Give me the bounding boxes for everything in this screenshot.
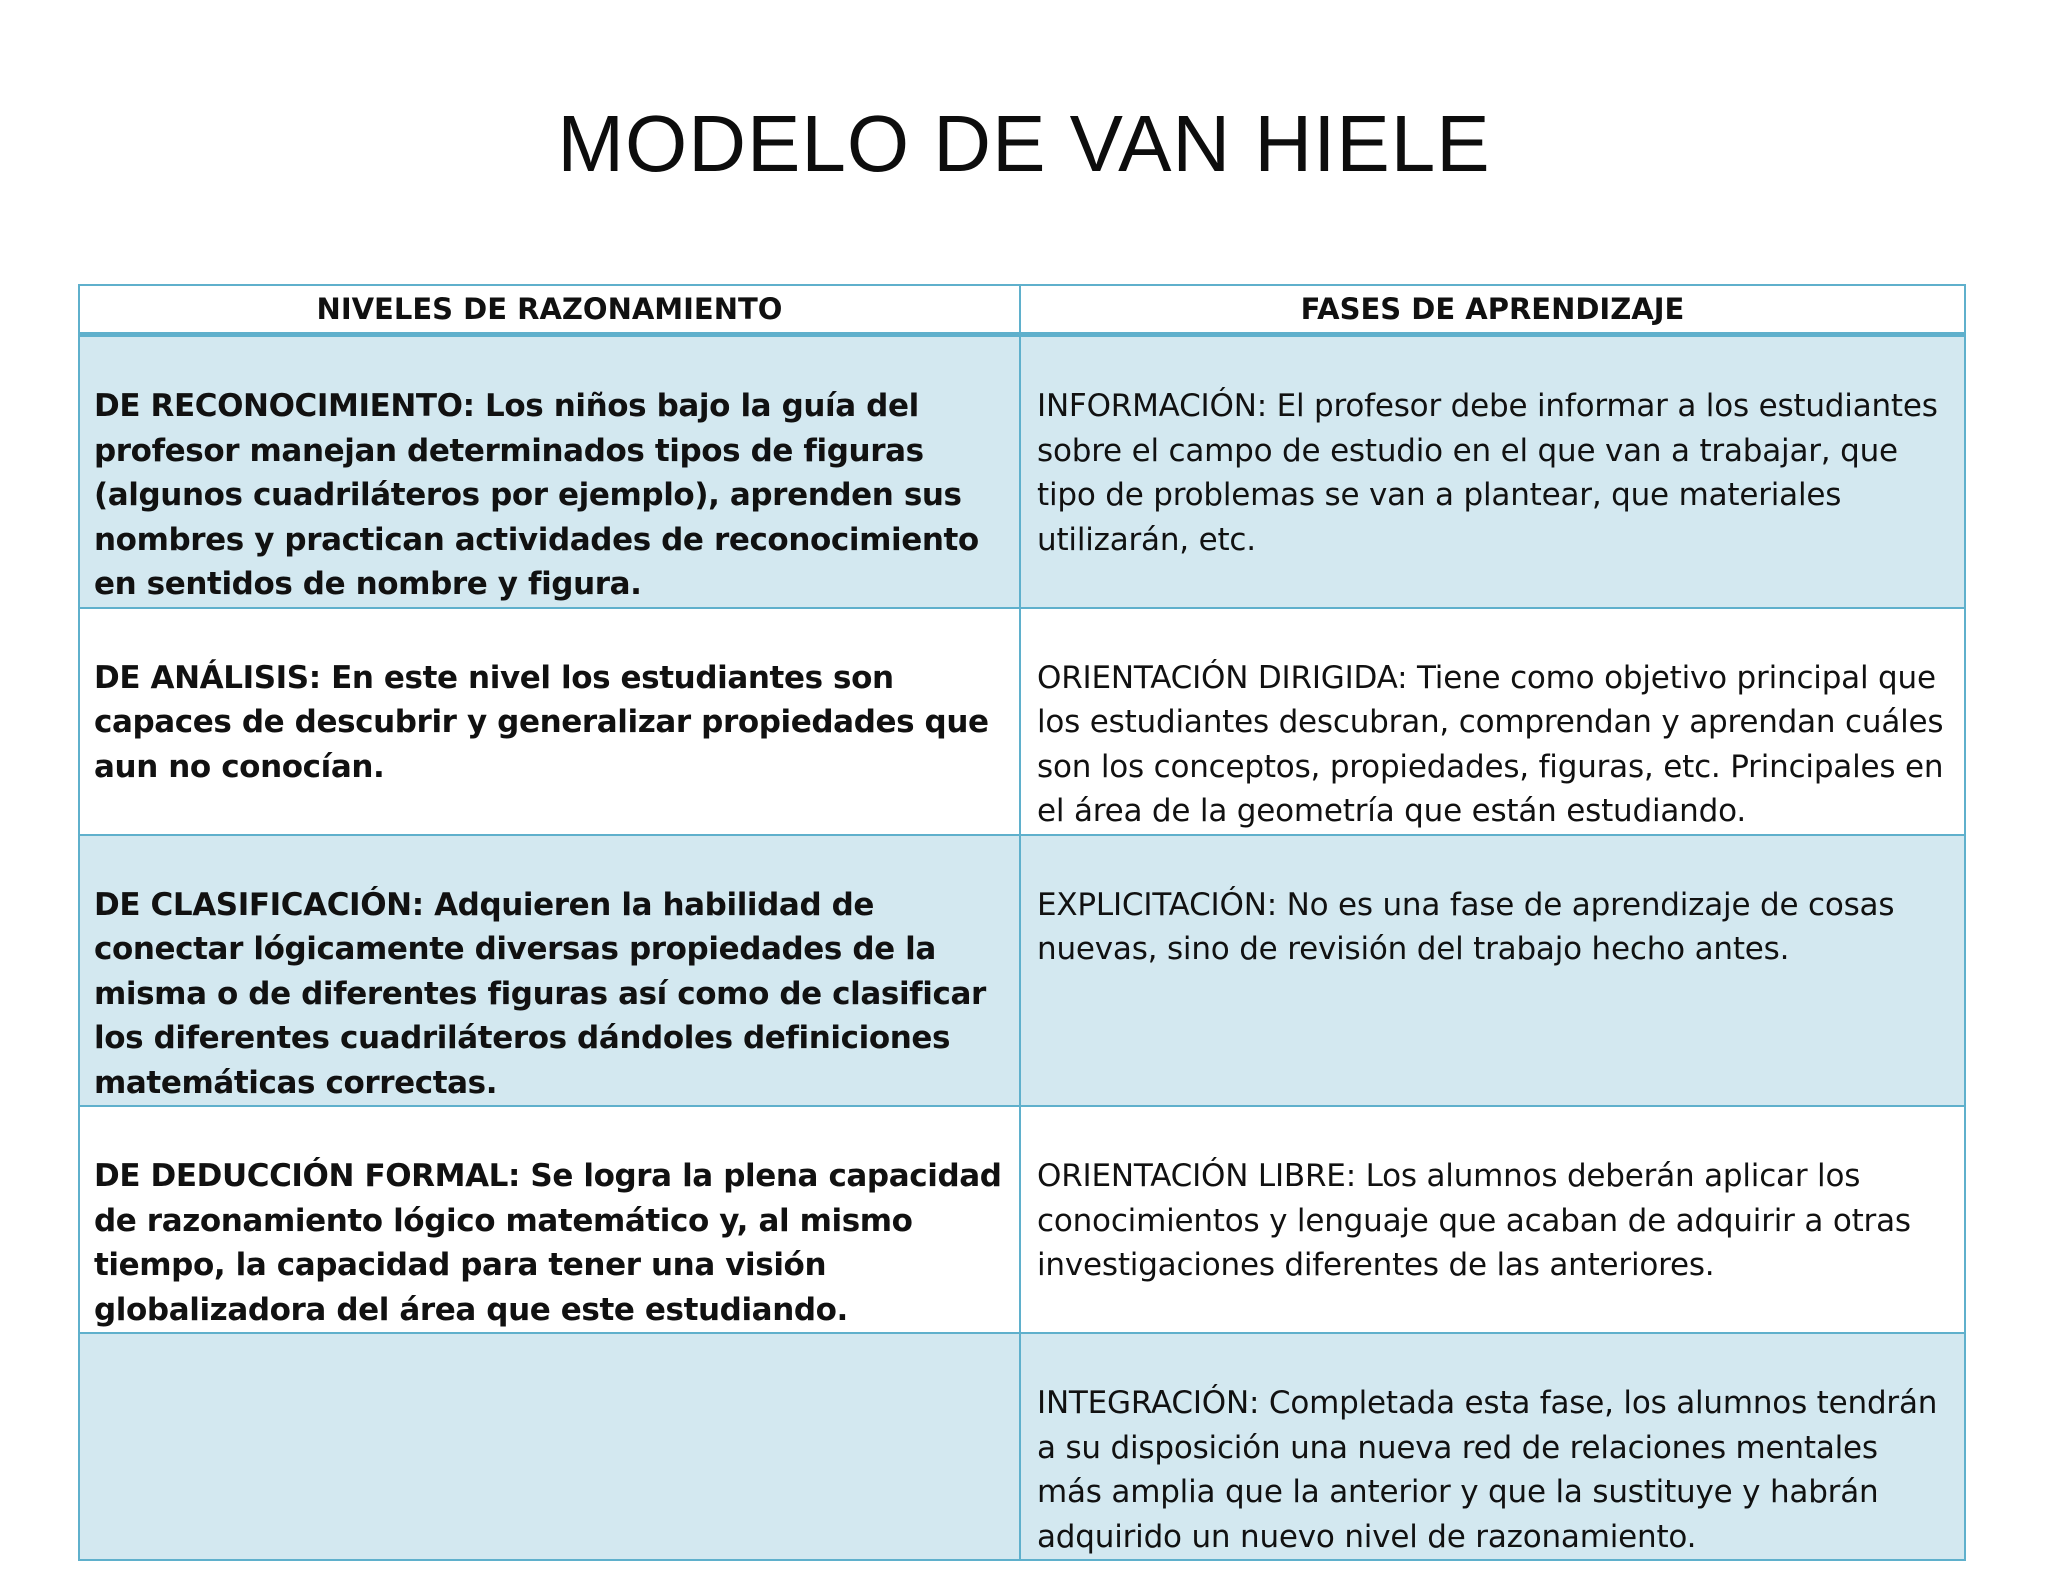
page-title: MODELO DE VAN HIELE	[557, 99, 1491, 188]
table-row	[79, 608, 1965, 835]
phase-cell: ORIENTACIÓN DIRIGIDA: Tiene como objetivo principal que los estudiantes descubran, comprendan y aprendan cuáles son los conceptos, propiedades, figuras, etc. Principales en el área de la geometría que están estudiando.	[1020, 608, 1965, 835]
table-row	[79, 335, 1965, 608]
level-cell: DE CLASIFICACIÓN: Adquieren la habilidad de conectar lógicamente diversas propiedades de la misma o de diferentes figuras así como de clasificar los diferentes cuadriláteros dándoles definiciones matemáticas correctas.	[79, 835, 1020, 1107]
phase-cell: EXPLICITACIÓN: No es una fase de aprendizaje de cosas nuevas, sino de revisión del trabajo hecho antes.	[1020, 835, 1965, 1107]
level-cell: DE DEDUCCIÓN FORMAL: Se logra la plena capacidad de razonamiento lógico matemático y, al mismo tiempo, la capacidad para tener una visión globalizadora del área que este estudiando.	[79, 1106, 1020, 1333]
level-cell: DE RECONOCIMIENTO: Los niños bajo la guía del profesor manejan determinados tipos de figuras (algunos cuadriláteros por ejemplo), aprenden sus nombres y practican actividades de reconocimiento en sentidos de nombre y figura.	[79, 335, 1020, 608]
level-cell: DE ANÁLISIS: En este nivel los estudiantes son capaces de descubrir y generalizar propiedades que aun no conocían.	[79, 608, 1020, 835]
van-hiele-table	[78, 284, 1966, 1561]
table-header-row	[79, 285, 1965, 335]
table-row	[79, 1106, 1965, 1333]
header-fases: FASES DE APRENDIZAJE	[1020, 285, 1965, 335]
level-cell-empty	[79, 1333, 1020, 1560]
table-row	[79, 835, 1965, 1107]
phase-cell: ORIENTACIÓN LIBRE: Los alumnos deberán aplicar los conocimientos y lenguaje que acaban de adquirir a otras investigaciones diferentes de las anteriores.	[1020, 1106, 1965, 1333]
table-row	[79, 1333, 1965, 1560]
phase-cell: INTEGRACIÓN: Completada esta fase, los alumnos tendrán a su disposición una nueva red de relaciones mentales más amplia que la anterior y que la sustituye y habrán adquirido un nuevo nivel de razonamiento.	[1020, 1333, 1965, 1560]
header-niveles: NIVELES DE RAZONAMIENTO	[79, 285, 1020, 335]
phase-cell: INFORMACIÓN: El profesor debe informar a los estudiantes sobre el campo de estudio en el que van a trabajar, que tipo de problemas se van a plantear, que materiales utilizarán, etc.	[1020, 335, 1965, 608]
